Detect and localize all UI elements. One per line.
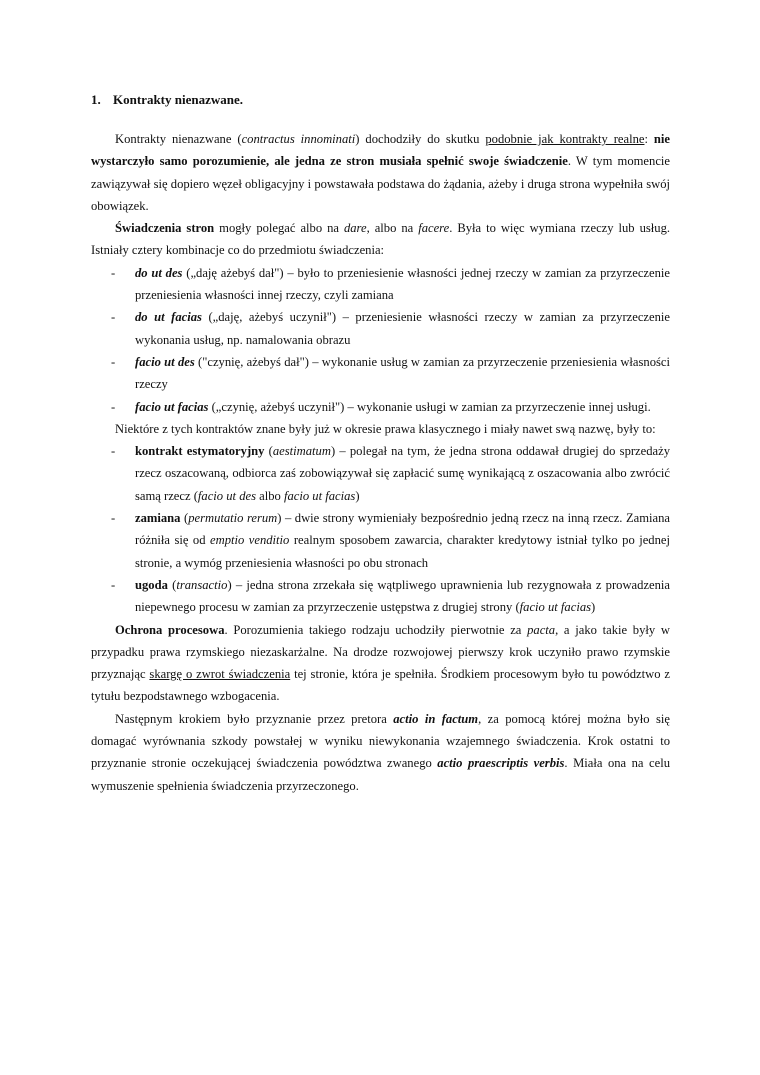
underlined-phrase: podobnie jak kontrakty realne xyxy=(485,132,645,146)
text-run: , za pomocą której można było się domagać wyrównania szkody powstałej w wyniku niewykonania wzajemnego świadczenia. Krok ostatni to przyznanie stronie oczekującej świadczenia powództwa zwanego xyxy=(91,711,670,771)
text-run: . Porozumienia takiego rodzaju uchodziły pierwotnie za xyxy=(224,622,528,637)
list-dash: - xyxy=(111,310,116,325)
text-run: ( xyxy=(180,511,189,526)
list-dash: - xyxy=(111,354,116,369)
list-dash: - xyxy=(111,511,116,526)
paragraph-ochrona xyxy=(91,619,670,708)
text-run: Następnym krokiem było przyznanie przez pretora xyxy=(115,711,394,726)
text-run: ) – jedna strona zrzekała się wątpliwego uprawnienia lub rezygnowała z prowadzenia niepewnego procesu w zamian za przyrzeczenie ustępstwa z drugiej strony ( xyxy=(135,577,671,615)
list-item xyxy=(91,574,670,619)
list-item-text: („daję, ażebyś uczynił") – przeniesienie własności rzeczy w zamian za przyrzeczenie wykonania usług, np. namalowania obrazu xyxy=(135,310,670,347)
paragraph-swiadczenia xyxy=(91,217,670,262)
list-item xyxy=(91,396,670,418)
list-item xyxy=(91,507,670,574)
text-run: ) xyxy=(591,600,596,615)
text-run: . Miała ona na celu wymuszenie spełnienia świadczenia przyrzeczonego. xyxy=(91,756,670,793)
latin-term: facio ut facias xyxy=(283,488,356,503)
text-run: , a jako takie były w przypadku prawa rzymskiego niezaskarżalne. Na drodze rozwojowej pierwszy krok uczyniło prawo rzymskie przyznając xyxy=(91,622,670,682)
bold-term: zamiana xyxy=(135,511,181,526)
bold-term: ugoda xyxy=(135,577,168,592)
latin-term: aestimatum xyxy=(272,444,331,459)
text-run: ) xyxy=(355,488,360,503)
bold-phrase: nie wystarczyło samo porozumienie, ale jedna ze stron musiała spełnić swoje świadczenie xyxy=(91,132,670,169)
bold-phrase: Świadczenia stron xyxy=(115,221,215,236)
text-run: ( xyxy=(264,444,273,459)
paragraph-pretor xyxy=(91,708,670,797)
latin-term: emptio venditio xyxy=(210,533,290,548)
text-run: ) – dwie strony wymieniały bezpośrednio jedną rzecz na inną rzecz. Zamiana różniła się od xyxy=(135,511,671,548)
list-item-text: ("czynię, ażebyś dał") – wykonanie usług w zamian za przyrzeczenie przeniesienia własności rzeczy xyxy=(135,354,670,392)
list-item xyxy=(91,306,670,351)
list-item xyxy=(91,351,670,396)
list-item-text: („czynię, ażebyś uczynił") – wykonanie usługi w zamian za przyrzeczenie innej usługi. xyxy=(208,399,651,414)
latin-term: facio ut facias xyxy=(135,399,209,414)
paragraph-classical: Niektóre z tych kontraktów znane były już w okresie prawa klasycznego i miały nawet swą nazwę, były to: xyxy=(115,421,656,436)
heading-number: 1. xyxy=(91,92,101,107)
document-body xyxy=(91,124,670,797)
latin-term: facio ut facias xyxy=(519,600,592,615)
latin-term: facio ut des xyxy=(135,354,195,369)
text-run: , albo na xyxy=(366,221,419,236)
latin-term: permutatio rerum xyxy=(188,511,278,526)
text-run: realnym sposobem zawarcia, charakter kredytowy istniał tylko po jednej stronie, a wymóg przeniesienia własności po obu stronach xyxy=(135,533,670,570)
latin-term: actio in factum xyxy=(393,711,479,726)
bold-phrase: Ochrona procesowa xyxy=(115,622,225,637)
latin-term: transactio xyxy=(176,577,228,592)
list-item xyxy=(91,262,670,307)
list-item-text: („daję ażebyś dał") – było to przeniesienie własności jednej rzeczy w zamian za przyrzeczenie przeniesienia własności innej rzeczy, czyli zamiana xyxy=(135,265,670,303)
text-run: : xyxy=(644,132,654,146)
text-run: ) – polegał na tym, że jedna strona oddawał drugiej do sprzedaży rzecz oszacowaną, odbiorca zaś zobowiązywał się zapłacić sumę wynikającą z oszacowania albo zwrócić samą rzecz ( xyxy=(135,444,671,503)
latin-term: actio praescriptis verbis xyxy=(437,756,565,771)
paragraph-intro xyxy=(91,128,670,217)
text-run: Kontrakty nienazwane ( xyxy=(115,132,242,146)
list-item xyxy=(91,440,670,507)
latin-term: do ut des xyxy=(135,265,183,280)
text-run: . Była to więc wymiana rzeczy lub usług. Istniały cztery kombinacje co do przedmiotu świadczenia: xyxy=(91,221,671,258)
heading-title: Kontrakty nienazwane. xyxy=(113,92,243,107)
text-run: tej stronie, która je spełniła. Środkiem procesowym było tu powództwo z tytułu bezpodstawnego wzbogacenia. xyxy=(91,667,671,704)
named-contracts-list xyxy=(91,440,670,618)
combinations-list xyxy=(91,262,670,418)
text-run: mogły polegać albo na xyxy=(214,221,344,236)
underlined-phrase: skargę o zwrot świadczenia xyxy=(149,667,291,682)
latin-term: do ut facias xyxy=(135,310,202,325)
latin-term: dare xyxy=(343,221,367,236)
latin-term: facere xyxy=(418,221,450,236)
latin-term: facio ut des xyxy=(197,488,256,503)
latin-term: pacta xyxy=(527,622,556,637)
section-heading xyxy=(91,92,243,108)
list-dash: - xyxy=(111,444,116,459)
text-run: ) dochodziły do skutku xyxy=(355,132,486,146)
list-dash: - xyxy=(111,399,116,414)
text-run: . W tym momencie zawiązywał się dopiero węzeł obligacyjny i powstawała podstawa do żądania, ażeby i druga strona wypełniła swój obowiązek. xyxy=(91,154,670,213)
bold-term: kontrakt estymatoryjny xyxy=(135,444,265,459)
list-dash: - xyxy=(111,265,116,280)
list-dash: - xyxy=(111,577,116,592)
text-run: albo xyxy=(255,488,284,503)
text-run: ( xyxy=(167,577,177,592)
latin-term: contractus innominati xyxy=(241,132,356,146)
